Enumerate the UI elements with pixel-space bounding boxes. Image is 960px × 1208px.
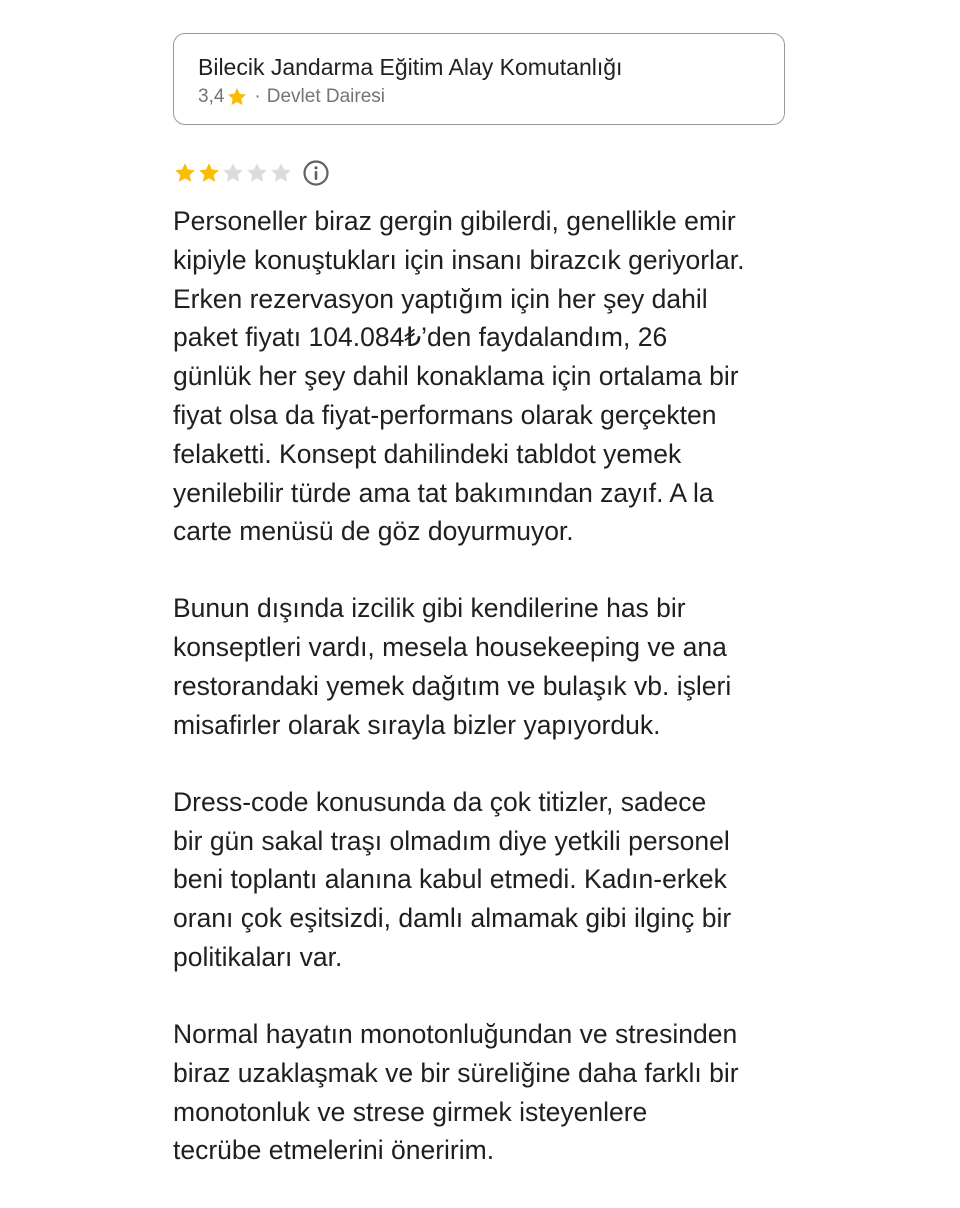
place-card[interactable] <box>173 33 785 125</box>
place-meta <box>198 84 760 110</box>
review-line: monotonluk ve strese girmek isteyenlere <box>173 1096 648 1127</box>
star-icon <box>226 86 248 108</box>
review-line: biraz uzaklaşmak ve bir süreliğine daha farklı bir <box>173 1057 739 1088</box>
review-line: günlük her şey dahil konaklama için ortalama bir <box>173 361 739 392</box>
review-line: oranı çok eşitsizdi, damlı almamak gibi ilginç bir <box>173 903 732 934</box>
review-line: Personeller biraz gergin gibilerdi, genellikle emir <box>173 206 736 236</box>
star-empty-icon <box>245 161 269 185</box>
review-line: tecrübe etmelerini öneririm. <box>173 1135 495 1166</box>
review-line: yenilebilir türde ama tat bakımından zayıf. A la <box>173 477 714 508</box>
review-line: Normal hayatın monotonluğundan ve stresinden <box>173 1018 738 1049</box>
meta-separator: · <box>254 86 261 107</box>
review-paragraph <box>173 202 813 551</box>
review-line: carte menüsü de göz doyurmuyor. <box>173 516 574 547</box>
review-line: felaketti. Konsept dahilindeki tabldot yemek <box>173 438 682 469</box>
star-filled-icon <box>173 161 197 185</box>
review-line: beni toplantı alanına kabul etmedi. Kadın-erkek <box>173 864 727 895</box>
review-rating-row <box>173 158 330 188</box>
review-paragraph <box>173 1015 813 1170</box>
review-line: bir gün sakal traşı olmadım diye yetkili personel <box>173 825 730 856</box>
review-line: kipiyle konuştukları için insanı birazcık geriyorlar. <box>173 244 745 275</box>
review-line: Dress-code konusunda da çok titizler, sadece <box>173 786 707 817</box>
star-empty-icon <box>221 161 245 185</box>
review-line: fiyat olsa da fiyat-performans olarak gerçekten <box>173 399 717 430</box>
review-stars <box>173 161 293 185</box>
review-line: konseptleri vardı, mesela housekeeping ve ana <box>173 632 727 663</box>
review-line: politikaları var. <box>173 941 343 972</box>
star-filled-icon <box>197 161 221 185</box>
review-line: paket fiyatı 104.084₺’den faydalandım, 26 <box>173 322 668 353</box>
place-category: Devlet Dairesi <box>266 86 386 107</box>
place-name: Bilecik Jandarma Eğitim Alay Komutanlığı <box>198 54 623 80</box>
review-paragraph <box>173 783 813 977</box>
place-rating: 3,4 <box>198 86 225 107</box>
review-line: misafirler olarak sırayla bizler yapıyorduk. <box>173 709 661 740</box>
review-paragraph <box>173 589 813 744</box>
review-line: Bunun dışında izcilik gibi kendilerine has bir <box>173 593 686 624</box>
info-icon[interactable] <box>302 159 330 187</box>
review-line: Erken rezervasyon yaptığım için her şey dahil <box>173 283 708 314</box>
review-text <box>173 202 813 1208</box>
star-empty-icon <box>269 161 293 185</box>
review-line: restorandaki yemek dağıtım ve bulaşık vb. işleri <box>173 670 732 701</box>
